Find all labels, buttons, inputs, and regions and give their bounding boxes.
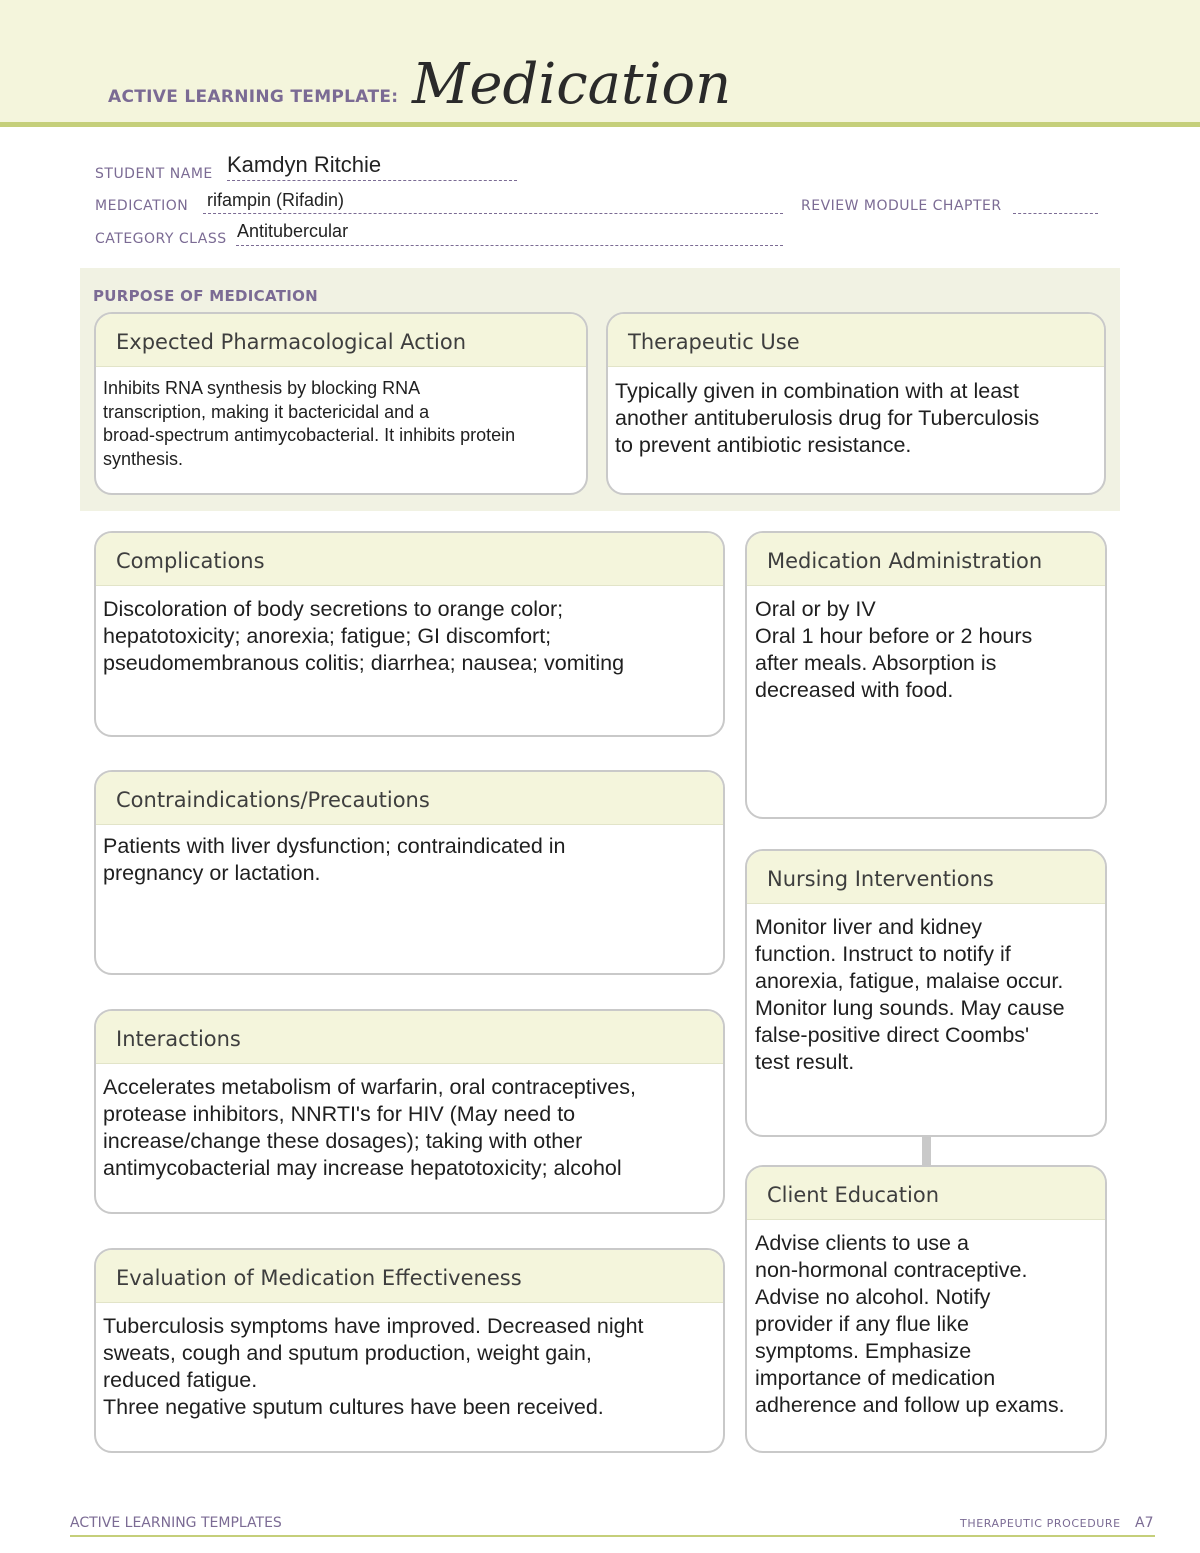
evaluation-heading: Evaluation of Medication Effectiveness [96,1250,723,1303]
evaluation-text[interactable]: Tuberculosis symptoms have improved. Decreased night sweats, cough and sputum production, weight gain, reduced fatigue. Three negative sputum cultures have been received. [103,1314,644,1419]
therapeutic-use-text[interactable]: Typically given in combination with at least another antituberulosis drug for Tuberculosis to prevent antibiotic resistance. [615,379,1040,457]
interactions-box [94,1009,725,1214]
therapeutic-use-box [606,312,1106,495]
page-title: Medication [412,52,732,117]
pharm-action-box [94,312,588,495]
category-class-label: CATEGORY CLASS [95,231,227,247]
client-education-text[interactable]: Advise clients to use a non-hormonal contraceptive. Advise no alcohol. Notify provider if any flue like symptoms. Emphasize importance of medication adherence and follow up exams. [755,1231,1065,1417]
purpose-label: PURPOSE OF MEDICATION [93,287,319,305]
complications-text[interactable]: Discoloration of body secretions to orange color; hepatotoxicity; anorexia; fatigue; GI discomfort; pseudomembranous colitis; diarrhea; nausea; vomiting [103,597,625,675]
review-module-line [1013,213,1098,214]
interactions-heading: Interactions [96,1011,723,1064]
nursing-text[interactable]: Monitor liver and kidney function. Instruct to notify if anorexia, fatigue, malaise occur. Monitor lung sounds. May cause false-positive direct Coombs' test result. [755,915,1065,1074]
medication-line [203,213,783,214]
administration-heading: Medication Administration [747,533,1105,586]
nursing-box [745,849,1107,1137]
category-class-line [236,245,783,246]
interactions-text[interactable]: Accelerates metabolism of warfarin, oral contraceptives, protease inhibitors, NNRTI's for HIV (May need to increase/change these dosages); taking with other antimycobacterial may increase hepatotoxicity; alcohol [103,1075,636,1180]
box-connector [922,1135,931,1166]
nursing-heading: Nursing Interventions [747,851,1105,904]
medication-label: MEDICATION [95,198,189,214]
template-label: ACTIVE LEARNING TEMPLATE: [108,87,399,107]
contraindications-text[interactable]: Patients with liver dysfunction; contraindicated in pregnancy or lactation. [103,834,566,885]
category-class-field[interactable]: Antitubercular [237,221,349,241]
header-divider [0,122,1200,127]
pharm-action-heading: Expected Pharmacological Action [96,314,586,367]
client-education-heading: Client Education [747,1167,1105,1220]
contraindications-heading: Contraindications/Precautions [96,772,723,825]
footer-left-label: ACTIVE LEARNING TEMPLATES [70,1515,282,1531]
footer-divider [70,1535,1155,1537]
evaluation-box [94,1248,725,1453]
footer-page-number: A7 [1135,1515,1154,1531]
medication-field[interactable]: rifampin (Rifadin) [207,190,345,210]
student-name-label: STUDENT NAME [95,166,213,182]
complications-heading: Complications [96,533,723,586]
footer-right-label: THERAPEUTIC PROCEDURE [960,1517,1121,1530]
contraindications-box [94,770,725,975]
complications-box [94,531,725,737]
student-name-line [227,180,517,181]
review-module-label: REVIEW MODULE CHAPTER [801,198,1002,214]
therapeutic-use-heading: Therapeutic Use [608,314,1104,367]
administration-box [745,531,1107,819]
client-education-box [745,1165,1107,1453]
pharm-action-text[interactable]: Inhibits RNA synthesis by blocking RNA transcription, making it bactericidal and a broad-spectrum antimycobacterial. It inhibits protein synthesis. [103,378,516,469]
student-name-field[interactable]: Kamdyn Ritchie [227,152,382,177]
administration-text[interactable]: Oral or by IV Oral 1 hour before or 2 hours after meals. Absorption is decreased with food. [755,597,1033,702]
